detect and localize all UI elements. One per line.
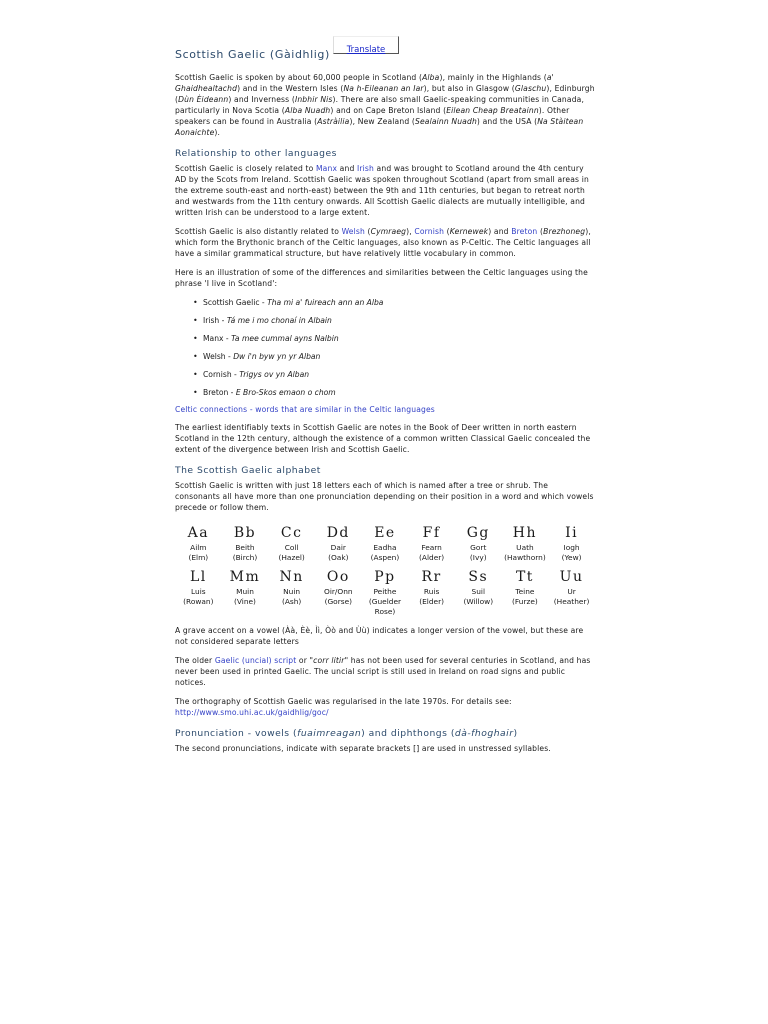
example-phrase: E Bro-Skos emaon o chom — [235, 388, 336, 397]
intro-gaelic-term: Glaschu — [514, 84, 547, 93]
body-text: ) and — [488, 227, 512, 236]
pronunciation-heading — [175, 728, 595, 739]
letter-glyph: Ff — [422, 525, 441, 541]
uncial-paragraph — [175, 655, 595, 688]
letter-cell — [548, 523, 595, 563]
list-item — [193, 333, 595, 344]
intro-gaelic-term: a' Ghaidhealtachd — [175, 73, 554, 93]
body-text: The orthography of Scottish Gaelic was regularised in the late 1970s. For details see: — [175, 697, 512, 706]
body-text: ), — [406, 227, 415, 236]
cornish-link[interactable]: Cornish — [414, 227, 445, 236]
letter-tree: (Guelder Rose) — [368, 597, 402, 616]
intro-text: ) and on Cape Breton Island ( — [330, 106, 447, 115]
alphabet-table — [175, 523, 595, 617]
letter-glyph: Dd — [326, 525, 350, 541]
intro-text: Scottish Gaelic is spoken by about 60,000 people in Scotland ( — [175, 73, 423, 82]
letter-cell — [315, 567, 362, 617]
letter-glyph: Ss — [468, 569, 489, 585]
illustration-intro: Here is an illustration of some of the differences and similarities between the Celtic languages using the phrase 'I live in Scotland': — [175, 268, 588, 288]
list-item — [193, 387, 595, 398]
letter-cell — [362, 567, 409, 617]
intro-gaelic-term: Eilean Cheap Breatainn — [446, 106, 539, 115]
letter-cell — [222, 567, 269, 617]
example-phrase: Dw i'n byw yn yr Alban — [233, 352, 321, 361]
letter-cell — [362, 523, 409, 563]
list-item — [193, 351, 595, 362]
letter-cell — [455, 567, 502, 617]
letter-glyph: Aa — [187, 525, 210, 541]
heading-text: ) — [513, 728, 518, 739]
body-text: or " — [296, 656, 314, 665]
letter-glyph: Bb — [233, 525, 257, 541]
letter-name: Oir/Onn — [324, 587, 353, 596]
letter-name: Ur — [567, 587, 576, 596]
intro-text: ) and the USA ( — [476, 117, 538, 126]
translate-box — [333, 36, 399, 54]
example-phrase: Tha mi a' fuireach ann an Alba — [267, 298, 384, 307]
letter-cell — [502, 523, 549, 563]
body-text: ( — [364, 227, 371, 236]
intro-text: ), New Zealand ( — [349, 117, 415, 126]
list-item — [193, 315, 595, 326]
letter-tree: (Willow) — [463, 597, 494, 606]
letter-name: Fearn — [421, 543, 442, 552]
alphabet-row-1 — [175, 523, 595, 563]
alphabet-row-2 — [175, 567, 595, 617]
letter-cell — [315, 523, 362, 563]
letter-glyph: Mm — [229, 569, 261, 585]
body-text: Scottish Gaelic is closely related to — [175, 164, 316, 173]
intro-gaelic-term: Na h-Eileanan an Iar — [343, 84, 424, 93]
alphabet-heading: The Scottish Gaelic alphabet — [175, 465, 321, 476]
example-language: Irish - — [203, 316, 227, 325]
intro-text: ). — [214, 128, 221, 137]
letter-cell — [175, 523, 222, 563]
intro-gaelic-term: Alba Nuadh — [284, 106, 331, 115]
letter-tree: (Heather) — [553, 597, 590, 606]
intro-text: ) and in the Western Isles ( — [237, 84, 344, 93]
letter-cell — [222, 523, 269, 563]
letter-glyph: Ii — [565, 525, 579, 541]
pronunciation-note: The second pronunciations, indicate with separate brackets [] are used in unstressed syllables. — [175, 744, 551, 753]
letter-glyph: Tt — [515, 569, 534, 585]
letter-name: Peithe — [373, 587, 397, 596]
example-language: Scottish Gaelic - — [203, 298, 268, 307]
letter-glyph: Hh — [512, 525, 538, 541]
letter-tree: (Elder) — [419, 597, 444, 606]
letter-glyph: Gg — [466, 525, 490, 541]
letter-name: Eadha — [373, 543, 397, 552]
bullet-icon: • — [193, 352, 198, 361]
letter-cell — [175, 567, 222, 617]
letter-glyph: Nn — [279, 569, 304, 585]
list-item — [193, 297, 595, 308]
uncial-script-link[interactable]: Gaelic (uncial) script — [214, 656, 297, 665]
corr-litir-term: corr litir — [313, 656, 345, 665]
intro-text: ). There are also small Gaelic-speaking communities in Canada, particularly in Nova Scotia ( — [175, 95, 585, 115]
relationship-paragraph-1 — [175, 163, 595, 218]
intro-gaelic-term: Astràilia — [317, 117, 350, 126]
phrase-examples-list — [175, 297, 595, 398]
intro-gaelic-term: Sealainn Nuadh — [414, 117, 477, 126]
intro-text: ), Edinburgh ( — [175, 84, 595, 104]
letter-cell — [268, 567, 315, 617]
letter-name: Teine — [515, 587, 535, 596]
letter-cell — [455, 523, 502, 563]
letter-tree: (Furze) — [512, 597, 538, 606]
letter-name: Muin — [236, 587, 254, 596]
body-text: ( — [444, 227, 450, 236]
letter-name: Suil — [471, 587, 485, 596]
welsh-link[interactable]: Welsh — [341, 227, 365, 236]
example-phrase: Tá me i mo chonaí in Albain — [226, 316, 332, 325]
letter-tree: (Yew) — [561, 553, 582, 562]
breton-link[interactable]: Breton — [511, 227, 538, 236]
celtic-connections-link[interactable]: Celtic connections - words that are similar in the Celtic languages — [175, 405, 435, 414]
letter-tree: (Hawthorn) — [504, 553, 546, 562]
letter-tree: (Rowan) — [183, 597, 214, 606]
letter-glyph: Oo — [326, 569, 350, 585]
heading-gaelic-term: dà-fhoghair — [454, 728, 514, 739]
heading-gaelic-term: fuaimreagan — [297, 728, 362, 739]
native-name: Cymraeg — [370, 227, 407, 236]
letter-cell — [408, 523, 455, 563]
heading-text: ) and diphthongs ( — [361, 728, 455, 739]
bullet-icon: • — [193, 298, 198, 307]
body-text: ( — [537, 227, 544, 236]
relationship-heading: Relationship to other languages — [175, 148, 337, 159]
letter-cell — [268, 523, 315, 563]
letter-tree: (Birch) — [232, 553, 258, 562]
example-phrase: Trigys ov yn Alban — [239, 370, 310, 379]
letter-cell — [502, 567, 549, 617]
grave-accent-note: A grave accent on a vowel (Àà, Èè, Ìì, Òò and Ùù) indicates a longer version of the vowel, but these are not considered separate letters — [175, 626, 584, 646]
article — [175, 36, 595, 762]
body-text: Scottish Gaelic is also distantly related to — [175, 227, 342, 236]
letter-name: Beith — [235, 543, 255, 552]
letter-tree: (Elm) — [188, 553, 209, 562]
bullet-icon: • — [193, 370, 198, 379]
letter-glyph: Cc — [280, 525, 303, 541]
letter-name: Gort — [470, 543, 487, 552]
letter-glyph: Rr — [421, 569, 442, 585]
letter-tree: (Alder) — [419, 553, 445, 562]
list-item — [193, 369, 595, 380]
heading-text: Pronunciation - vowels ( — [175, 728, 298, 739]
letter-tree: (Oak) — [328, 553, 349, 562]
letter-name: Nuin — [283, 587, 301, 596]
intro-gaelic-term: Inbhir Nis — [294, 95, 333, 104]
intro-text: ). Other speakers can be found in Australia ( — [175, 106, 570, 126]
letter-tree: (Vine) — [234, 597, 256, 606]
native-name: Kernewek — [449, 227, 489, 236]
letter-glyph: Ll — [189, 569, 207, 585]
letter-tree: (Gorse) — [324, 597, 353, 606]
example-language: Breton - — [203, 388, 236, 397]
title-row — [175, 36, 595, 66]
letter-name: Dair — [330, 543, 346, 552]
intro-text: ), but also in Glasgow ( — [423, 84, 515, 93]
translate-link[interactable]: Translate — [346, 45, 386, 55]
intro-gaelic-term: Na Stàitean Aonaichte — [175, 117, 584, 137]
earliest-texts-paragraph: The earliest identifiably texts in Scottish Gaelic are notes in the Book of Deer written in north eastern Scotland in the 12th century, although the existence of a common written Classical Gaelic concealed the extent of the divergence between Irish and Scottish Gaelic. — [175, 423, 591, 454]
example-phrase: Ta mee cummal ayns Nalbin — [231, 334, 339, 343]
body-text: The older — [175, 656, 215, 665]
native-name: Brezhoneg — [543, 227, 586, 236]
letter-name: Coll — [284, 543, 299, 552]
letter-glyph: Uu — [559, 569, 584, 585]
manx-link[interactable]: Manx — [315, 164, 338, 173]
body-text: and — [337, 164, 357, 173]
alphabet-intro: Scottish Gaelic is written with just 18 letters each of which is named after a tree or shrub. The consonants all have more than one pronunciation depending on their position in a word and which vowels precede or follow them. — [175, 481, 594, 512]
letter-name: Ailm — [190, 543, 207, 552]
bullet-icon: • — [193, 388, 198, 397]
intro-text: ), mainly in the Highlands ( — [439, 73, 547, 82]
bullet-icon: • — [193, 316, 198, 325]
intro-text: ) and Inverness ( — [228, 95, 295, 104]
body-text: ), which form the Brythonic branch of the Celtic languages, also known as P-Celtic. The Celtic languages all have a similar grammatical structure, but have relatively little vocabulary in common. — [175, 227, 591, 258]
intro-gaelic-term: Alba — [422, 73, 440, 82]
page-title: Scottish Gaelic (Gàidhlig) — [175, 48, 330, 61]
letter-cell — [408, 567, 455, 617]
letter-cell — [548, 567, 595, 617]
body-text: and was brought to Scotland around the 4th century AD by the Scots from Ireland. Scottish Gaelic was spoken throughout Scotland (apart from small areas in the extreme south-east and north-east) between the 9th and 11th centuries, but began to retreat north and westwards from the 11th century onwards. All Scottish Gaelic dialects are mutually intelligible, and written Irish can be understood to a large extent. — [175, 164, 589, 217]
letter-tree: (Ivy) — [469, 553, 487, 562]
letter-tree: (Ash) — [281, 597, 302, 606]
intro-gaelic-term: Dùn Èideann — [178, 95, 229, 104]
body-text: " has not been used for several centuries in Scotland, and has never been used in printed Gaelic. The uncial script is still used in Ireland on road signs and public notices. — [175, 656, 591, 687]
letter-tree: (Aspen) — [370, 553, 400, 562]
letter-name: Iogh — [563, 543, 580, 552]
example-language: Cornish - — [203, 370, 240, 379]
bullet-icon: • — [193, 334, 198, 343]
example-language: Manx - — [203, 334, 232, 343]
letter-name: Luis — [191, 587, 206, 596]
relationship-paragraph-2 — [175, 226, 595, 259]
intro-paragraph — [175, 72, 595, 138]
letter-name: Uath — [516, 543, 534, 552]
irish-link[interactable]: Irish — [356, 164, 374, 173]
letter-name: Ruis — [423, 587, 440, 596]
example-language: Welsh - — [203, 352, 234, 361]
letter-glyph: Ee — [374, 525, 396, 541]
letter-tree: (Hazel) — [278, 553, 305, 562]
orthography-url-link[interactable]: http://www.smo.uhi.ac.uk/gaidhlig/goc/ — [175, 708, 329, 717]
orthography-paragraph — [175, 696, 595, 718]
letter-glyph: Pp — [374, 569, 396, 585]
